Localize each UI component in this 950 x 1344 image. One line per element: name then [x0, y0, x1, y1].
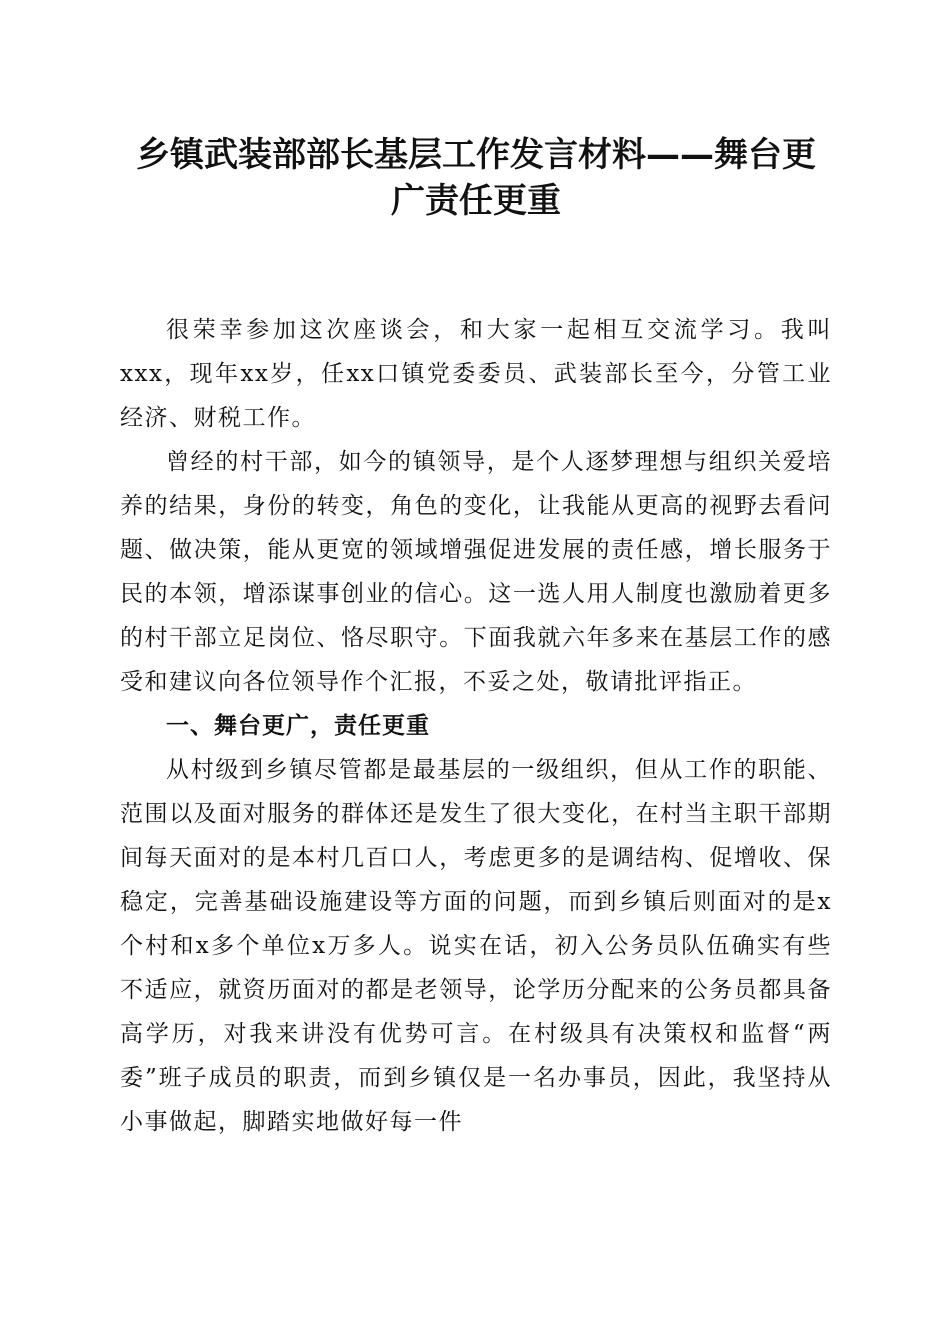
document-body [120, 308, 832, 1144]
paragraph-intro: 很荣幸参加这次座谈会，和大家一起相互交流学习。我叫xxx，现年xx岁，任xx口镇党委委员、武装部长至今，分管工业经济、财税工作。 [120, 317, 832, 431]
document-page [120, 132, 832, 1144]
paragraph-section-1: 从村级到乡镇尽管都是最基层的一级组织，但从工作的职能、范围以及面对服务的群体还是发生了很大变化，在村当主职干部期间每天面对的是本村几百口人，考虑更多的是调结构、促增收、保稳定，完善基础设施建设等方面的问题，而到乡镇后则面对的是x个村和x多个单位x万多人。说实在话，初入公务员队伍确实有些不适应，就资历面对的都是老领导，论学历分配来的公务员都具备高学历，对我来讲没有优势可言。在村级具有决策权和监督“两委”班子成员的职责，而到乡镇仅是一名办事员，因此，我坚持从小事做起，脚踏实地做好每一件 [120, 757, 832, 1135]
document-title [120, 132, 832, 224]
paragraph-background: 曾经的村干部，如今的镇领导，是个人逐梦理想与组织关爱培养的结果，身份的转变，角色的变化，让我能从更高的视野去看问题、做决策，能从更宽的领域增强促进发展的责任感，增长服务于民的本领，增添谋事创业的信心。这一选人用人制度也激励着更多的村干部立足岗位、恪尽职守。下面我就六年多来在基层工作的感受和建议向各位领导作个汇报，不妥之处，敬请批评指正。 [120, 449, 832, 695]
document-title-line-2: 广责任更重 [391, 181, 561, 221]
section-heading-1: 一、舞台更广，责任更重 [166, 713, 430, 739]
document-title-line-1: 乡镇武装部部长基层工作发言材料——舞台更 [136, 135, 816, 175]
